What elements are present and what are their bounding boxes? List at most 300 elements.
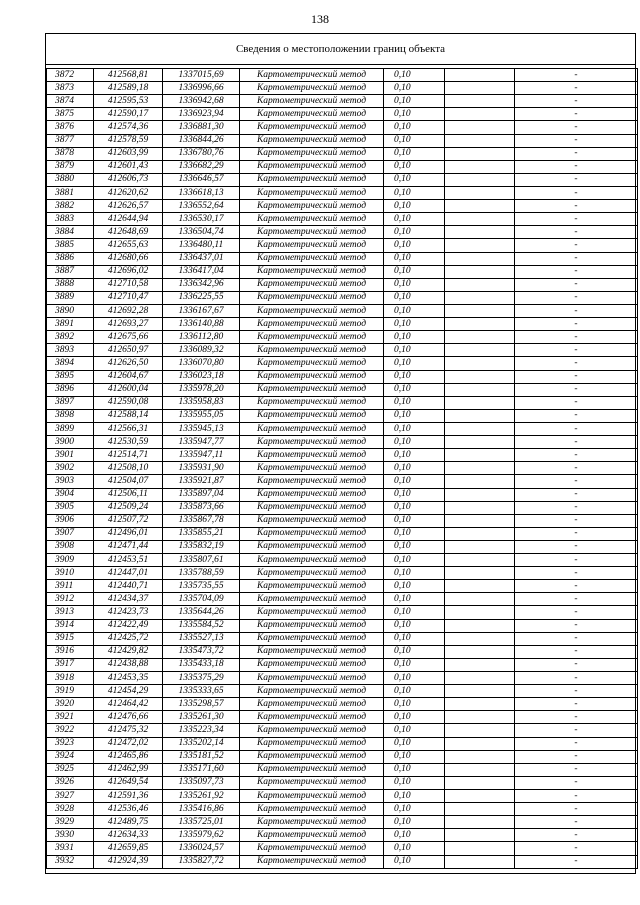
note-cell: - (515, 540, 638, 553)
coordinate-y-cell: 1335375,29 (163, 672, 240, 685)
table-row (47, 370, 638, 383)
point-number-cell: 3929 (47, 816, 94, 829)
description-cell (445, 383, 515, 396)
coordinate-x-cell: 412508,10 (94, 462, 163, 475)
determination-method-cell: Картометрический метод (240, 69, 384, 82)
description-cell (445, 606, 515, 619)
note-cell: - (515, 226, 638, 239)
point-number-cell: 3879 (47, 160, 94, 173)
determination-method-cell: Картометрический метод (240, 750, 384, 763)
note-cell: - (515, 855, 638, 868)
note-cell: - (515, 632, 638, 645)
coordinate-x-cell: 412536,46 (94, 803, 163, 816)
determination-method-cell: Картометрический метод (240, 160, 384, 173)
coordinate-x-cell: 412422,49 (94, 619, 163, 632)
description-cell (445, 698, 515, 711)
coordinate-y-cell: 1336417,04 (163, 265, 240, 278)
accuracy-cell: 0,10 (384, 619, 445, 632)
point-number-cell: 3905 (47, 501, 94, 514)
determination-method-cell: Картометрический метод (240, 776, 384, 789)
table-row (47, 645, 638, 658)
coordinate-y-cell: 1335735,55 (163, 580, 240, 593)
point-number-cell: 3922 (47, 724, 94, 737)
table-row (47, 750, 638, 763)
accuracy-cell: 0,10 (384, 737, 445, 750)
description-cell (445, 527, 515, 540)
determination-method-cell: Картометрический метод (240, 685, 384, 698)
accuracy-cell: 0,10 (384, 567, 445, 580)
accuracy-cell: 0,10 (384, 501, 445, 514)
coordinate-x-cell: 412589,18 (94, 82, 163, 95)
table-row (47, 829, 638, 842)
accuracy-cell: 0,10 (384, 422, 445, 435)
coordinate-y-cell: 1336996,66 (163, 82, 240, 95)
table-row (47, 147, 638, 160)
note-cell: - (515, 567, 638, 580)
description-cell (445, 462, 515, 475)
coordinate-y-cell: 1335958,83 (163, 396, 240, 409)
note-cell: - (515, 658, 638, 671)
description-cell (445, 449, 515, 462)
accuracy-cell: 0,10 (384, 449, 445, 462)
accuracy-cell: 0,10 (384, 475, 445, 488)
accuracy-cell: 0,10 (384, 213, 445, 226)
note-cell: - (515, 108, 638, 121)
note-cell: - (515, 344, 638, 357)
coordinate-x-cell: 412578,59 (94, 134, 163, 147)
point-number-cell: 3875 (47, 108, 94, 121)
note-cell: - (515, 514, 638, 527)
table-row (47, 554, 638, 567)
description-cell (445, 645, 515, 658)
point-number-cell: 3927 (47, 790, 94, 803)
coordinate-y-cell: 1335945,13 (163, 422, 240, 435)
description-cell (445, 252, 515, 265)
determination-method-cell: Картометрический метод (240, 855, 384, 868)
determination-method-cell: Картометрический метод (240, 370, 384, 383)
accuracy-cell: 0,10 (384, 82, 445, 95)
coordinate-x-cell: 412591,36 (94, 790, 163, 803)
determination-method-cell: Картометрический метод (240, 278, 384, 291)
description-cell (445, 422, 515, 435)
note-cell: - (515, 121, 638, 134)
coordinate-x-cell: 412454,29 (94, 685, 163, 698)
table-row (47, 95, 638, 108)
accuracy-cell: 0,10 (384, 514, 445, 527)
table-row (47, 291, 638, 304)
coordinate-y-cell: 1335333,65 (163, 685, 240, 698)
coordinate-y-cell: 1336023,18 (163, 370, 240, 383)
coordinate-y-cell: 1335873,66 (163, 501, 240, 514)
coordinate-y-cell: 1335979,62 (163, 829, 240, 842)
description-cell (445, 160, 515, 173)
accuracy-cell: 0,10 (384, 331, 445, 344)
note-cell: - (515, 331, 638, 344)
determination-method-cell: Картометрический метод (240, 213, 384, 226)
table-row (47, 776, 638, 789)
point-number-cell: 3900 (47, 436, 94, 449)
accuracy-cell: 0,10 (384, 554, 445, 567)
accuracy-cell: 0,10 (384, 357, 445, 370)
description-cell (445, 737, 515, 750)
note-cell: - (515, 737, 638, 750)
determination-method-cell: Картометрический метод (240, 409, 384, 422)
coordinate-x-cell: 412590,08 (94, 396, 163, 409)
accuracy-cell: 0,10 (384, 763, 445, 776)
table-row (47, 790, 638, 803)
accuracy-cell: 0,10 (384, 344, 445, 357)
table-row (47, 344, 638, 357)
note-cell: - (515, 213, 638, 226)
point-number-cell: 3912 (47, 593, 94, 606)
boundary-table-frame (45, 33, 636, 874)
determination-method-cell: Картометрический метод (240, 540, 384, 553)
accuracy-cell: 0,10 (384, 527, 445, 540)
table-row (47, 619, 638, 632)
table-row (47, 134, 638, 147)
accuracy-cell: 0,10 (384, 304, 445, 317)
determination-method-cell: Картометрический метод (240, 200, 384, 213)
table-row (47, 409, 638, 422)
point-number-cell: 3890 (47, 304, 94, 317)
note-cell: - (515, 278, 638, 291)
determination-method-cell: Картометрический метод (240, 462, 384, 475)
coordinate-y-cell: 1335807,61 (163, 554, 240, 567)
point-number-cell: 3878 (47, 147, 94, 160)
coordinate-y-cell: 1335931,90 (163, 462, 240, 475)
description-cell (445, 763, 515, 776)
point-number-cell: 3930 (47, 829, 94, 842)
description-cell (445, 69, 515, 82)
note-cell: - (515, 488, 638, 501)
note-cell: - (515, 790, 638, 803)
coordinate-x-cell: 412600,04 (94, 383, 163, 396)
determination-method-cell: Картометрический метод (240, 488, 384, 501)
table-row (47, 436, 638, 449)
determination-method-cell: Картометрический метод (240, 121, 384, 134)
description-cell (445, 488, 515, 501)
accuracy-cell: 0,10 (384, 816, 445, 829)
coordinate-y-cell: 1335527,13 (163, 632, 240, 645)
coordinate-x-cell: 412696,02 (94, 265, 163, 278)
coordinate-x-cell: 412601,43 (94, 160, 163, 173)
accuracy-cell: 0,10 (384, 724, 445, 737)
note-cell: - (515, 318, 638, 331)
table-row (47, 357, 638, 370)
table-row (47, 567, 638, 580)
note-cell: - (515, 383, 638, 396)
point-number-cell: 3909 (47, 554, 94, 567)
accuracy-cell: 0,10 (384, 121, 445, 134)
coordinate-y-cell: 1335725,01 (163, 816, 240, 829)
point-number-cell: 3887 (47, 265, 94, 278)
coordinate-y-cell: 1336140,88 (163, 318, 240, 331)
note-cell: - (515, 685, 638, 698)
coordinate-y-cell: 1335827,72 (163, 855, 240, 868)
coordinate-x-cell: 412447,01 (94, 567, 163, 580)
coordinate-x-cell: 412514,71 (94, 449, 163, 462)
table-row (47, 685, 638, 698)
note-cell: - (515, 724, 638, 737)
point-number-cell: 3906 (47, 514, 94, 527)
point-number-cell: 3902 (47, 462, 94, 475)
table-row (47, 711, 638, 724)
determination-method-cell: Картометрический метод (240, 331, 384, 344)
coordinate-x-cell: 412509,24 (94, 501, 163, 514)
determination-method-cell: Картометрический метод (240, 645, 384, 658)
coordinate-y-cell: 1337015,69 (163, 69, 240, 82)
point-number-cell: 3895 (47, 370, 94, 383)
determination-method-cell: Картометрический метод (240, 318, 384, 331)
determination-method-cell: Картометрический метод (240, 252, 384, 265)
table-row (47, 488, 638, 501)
point-number-cell: 3881 (47, 186, 94, 199)
determination-method-cell: Картометрический метод (240, 580, 384, 593)
description-cell (445, 396, 515, 409)
description-cell (445, 370, 515, 383)
table-row (47, 763, 638, 776)
accuracy-cell: 0,10 (384, 134, 445, 147)
description-cell (445, 658, 515, 671)
coordinate-y-cell: 1336167,67 (163, 304, 240, 317)
accuracy-cell: 0,10 (384, 685, 445, 698)
table-row (47, 396, 638, 409)
table-row (47, 724, 638, 737)
accuracy-cell: 0,10 (384, 606, 445, 619)
point-number-cell: 3880 (47, 173, 94, 186)
point-number-cell: 3896 (47, 383, 94, 396)
description-cell (445, 331, 515, 344)
description-cell (445, 95, 515, 108)
coordinate-y-cell: 1335584,52 (163, 619, 240, 632)
description-cell (445, 344, 515, 357)
description-cell (445, 475, 515, 488)
point-number-cell: 3926 (47, 776, 94, 789)
table-row (47, 462, 638, 475)
accuracy-cell: 0,10 (384, 147, 445, 160)
table-row (47, 108, 638, 121)
determination-method-cell: Картометрический метод (240, 226, 384, 239)
note-cell: - (515, 475, 638, 488)
description-cell (445, 265, 515, 278)
coordinate-y-cell: 1335097,73 (163, 776, 240, 789)
table-row (47, 449, 638, 462)
table-row (47, 672, 638, 685)
table-row (47, 501, 638, 514)
description-cell (445, 829, 515, 842)
accuracy-cell: 0,10 (384, 698, 445, 711)
point-number-cell: 3872 (47, 69, 94, 82)
accuracy-cell: 0,10 (384, 711, 445, 724)
coordinate-y-cell: 1335947,77 (163, 436, 240, 449)
accuracy-cell: 0,10 (384, 855, 445, 868)
coordinate-y-cell: 1336881,30 (163, 121, 240, 134)
accuracy-cell: 0,10 (384, 632, 445, 645)
note-cell: - (515, 422, 638, 435)
coordinate-x-cell: 412465,86 (94, 750, 163, 763)
coordinate-x-cell: 412530,59 (94, 436, 163, 449)
coordinate-x-cell: 412680,66 (94, 252, 163, 265)
note-cell: - (515, 200, 638, 213)
table-row (47, 160, 638, 173)
point-number-cell: 3904 (47, 488, 94, 501)
note-cell: - (515, 449, 638, 462)
coordinate-y-cell: 1335921,87 (163, 475, 240, 488)
coordinate-x-cell: 412693,27 (94, 318, 163, 331)
note-cell: - (515, 160, 638, 173)
accuracy-cell: 0,10 (384, 593, 445, 606)
coordinate-x-cell: 412471,44 (94, 540, 163, 553)
determination-method-cell: Картометрический метод (240, 436, 384, 449)
point-number-cell: 3932 (47, 855, 94, 868)
table-row (47, 278, 638, 291)
coordinate-y-cell: 1336780,76 (163, 147, 240, 160)
coordinate-x-cell: 412429,82 (94, 645, 163, 658)
accuracy-cell: 0,10 (384, 803, 445, 816)
determination-method-cell: Картометрический метод (240, 606, 384, 619)
coordinate-y-cell: 1335261,30 (163, 711, 240, 724)
table-row (47, 514, 638, 527)
coordinate-y-cell: 1336682,29 (163, 160, 240, 173)
accuracy-cell: 0,10 (384, 409, 445, 422)
accuracy-cell: 0,10 (384, 658, 445, 671)
point-number-cell: 3873 (47, 82, 94, 95)
determination-method-cell: Картометрический метод (240, 173, 384, 186)
accuracy-cell: 0,10 (384, 672, 445, 685)
coordinate-x-cell: 412507,72 (94, 514, 163, 527)
coordinate-y-cell: 1335978,20 (163, 383, 240, 396)
coordinate-x-cell: 412464,42 (94, 698, 163, 711)
coordinate-y-cell: 1336225,55 (163, 291, 240, 304)
coordinate-y-cell: 1335867,78 (163, 514, 240, 527)
coordinate-y-cell: 1336342,96 (163, 278, 240, 291)
determination-method-cell: Картометрический метод (240, 449, 384, 462)
table-row (47, 173, 638, 186)
point-number-cell: 3914 (47, 619, 94, 632)
table-row (47, 422, 638, 435)
coordinate-y-cell: 1335704,09 (163, 593, 240, 606)
description-cell (445, 685, 515, 698)
determination-method-cell: Картометрический метод (240, 554, 384, 567)
note-cell: - (515, 252, 638, 265)
coordinate-y-cell: 1335298,57 (163, 698, 240, 711)
coordinate-x-cell: 412634,33 (94, 829, 163, 842)
coordinate-x-cell: 412675,66 (94, 331, 163, 344)
description-cell (445, 291, 515, 304)
table-row (47, 331, 638, 344)
description-cell (445, 147, 515, 160)
point-number-cell: 3907 (47, 527, 94, 540)
point-number-cell: 3915 (47, 632, 94, 645)
coordinates-table-body (47, 69, 638, 869)
description-cell (445, 134, 515, 147)
description-cell (445, 776, 515, 789)
description-cell (445, 121, 515, 134)
coordinate-x-cell: 412423,73 (94, 606, 163, 619)
determination-method-cell: Картометрический метод (240, 842, 384, 855)
coordinate-y-cell: 1335947,11 (163, 449, 240, 462)
table-row (47, 632, 638, 645)
coordinate-y-cell: 1335261,92 (163, 790, 240, 803)
coordinate-y-cell: 1335223,34 (163, 724, 240, 737)
coordinate-x-cell: 412620,62 (94, 186, 163, 199)
description-cell (445, 619, 515, 632)
coordinate-x-cell: 412506,11 (94, 488, 163, 501)
coordinate-y-cell: 1336480,11 (163, 239, 240, 252)
coordinate-x-cell: 412496,01 (94, 527, 163, 540)
coordinate-y-cell: 1335855,21 (163, 527, 240, 540)
accuracy-cell: 0,10 (384, 776, 445, 789)
coordinate-x-cell: 412606,73 (94, 173, 163, 186)
coordinate-y-cell: 1336089,32 (163, 344, 240, 357)
point-number-cell: 3898 (47, 409, 94, 422)
description-cell (445, 304, 515, 317)
determination-method-cell: Картометрический метод (240, 632, 384, 645)
accuracy-cell: 0,10 (384, 278, 445, 291)
point-number-cell: 3924 (47, 750, 94, 763)
table-row (47, 855, 638, 868)
point-number-cell: 3901 (47, 449, 94, 462)
section-title: Сведения о местоположении границ объекта (46, 34, 635, 65)
description-cell (445, 567, 515, 580)
table-row (47, 226, 638, 239)
description-cell (445, 750, 515, 763)
note-cell: - (515, 606, 638, 619)
determination-method-cell: Картометрический метод (240, 803, 384, 816)
note-cell: - (515, 619, 638, 632)
coordinate-x-cell: 412692,28 (94, 304, 163, 317)
page-number: 138 (311, 12, 329, 26)
note-cell: - (515, 672, 638, 685)
accuracy-cell: 0,10 (384, 436, 445, 449)
coordinate-x-cell: 412425,72 (94, 632, 163, 645)
accuracy-cell: 0,10 (384, 108, 445, 121)
note-cell: - (515, 750, 638, 763)
table-row (47, 318, 638, 331)
description-cell (445, 842, 515, 855)
point-number-cell: 3917 (47, 658, 94, 671)
coordinate-y-cell: 1335832,19 (163, 540, 240, 553)
table-row (47, 816, 638, 829)
coordinate-x-cell: 412659,85 (94, 842, 163, 855)
note-cell: - (515, 776, 638, 789)
coordinate-x-cell: 412626,50 (94, 357, 163, 370)
description-cell (445, 278, 515, 291)
coordinate-x-cell: 412588,14 (94, 409, 163, 422)
description-cell (445, 711, 515, 724)
determination-method-cell: Картометрический метод (240, 265, 384, 278)
point-number-cell: 3911 (47, 580, 94, 593)
determination-method-cell: Картометрический метод (240, 711, 384, 724)
determination-method-cell: Картометрический метод (240, 514, 384, 527)
coordinate-x-cell: 412440,71 (94, 580, 163, 593)
coordinate-y-cell: 1336024,57 (163, 842, 240, 855)
coordinate-y-cell: 1336646,57 (163, 173, 240, 186)
point-number-cell: 3884 (47, 226, 94, 239)
table-row (47, 606, 638, 619)
description-cell (445, 318, 515, 331)
coordinate-x-cell: 412504,07 (94, 475, 163, 488)
point-number-cell: 3903 (47, 475, 94, 488)
point-number-cell: 3874 (47, 95, 94, 108)
determination-method-cell: Картометрический метод (240, 108, 384, 121)
note-cell: - (515, 436, 638, 449)
description-cell (445, 593, 515, 606)
coordinate-x-cell: 412590,17 (94, 108, 163, 121)
accuracy-cell: 0,10 (384, 842, 445, 855)
description-cell (445, 436, 515, 449)
note-cell: - (515, 134, 638, 147)
